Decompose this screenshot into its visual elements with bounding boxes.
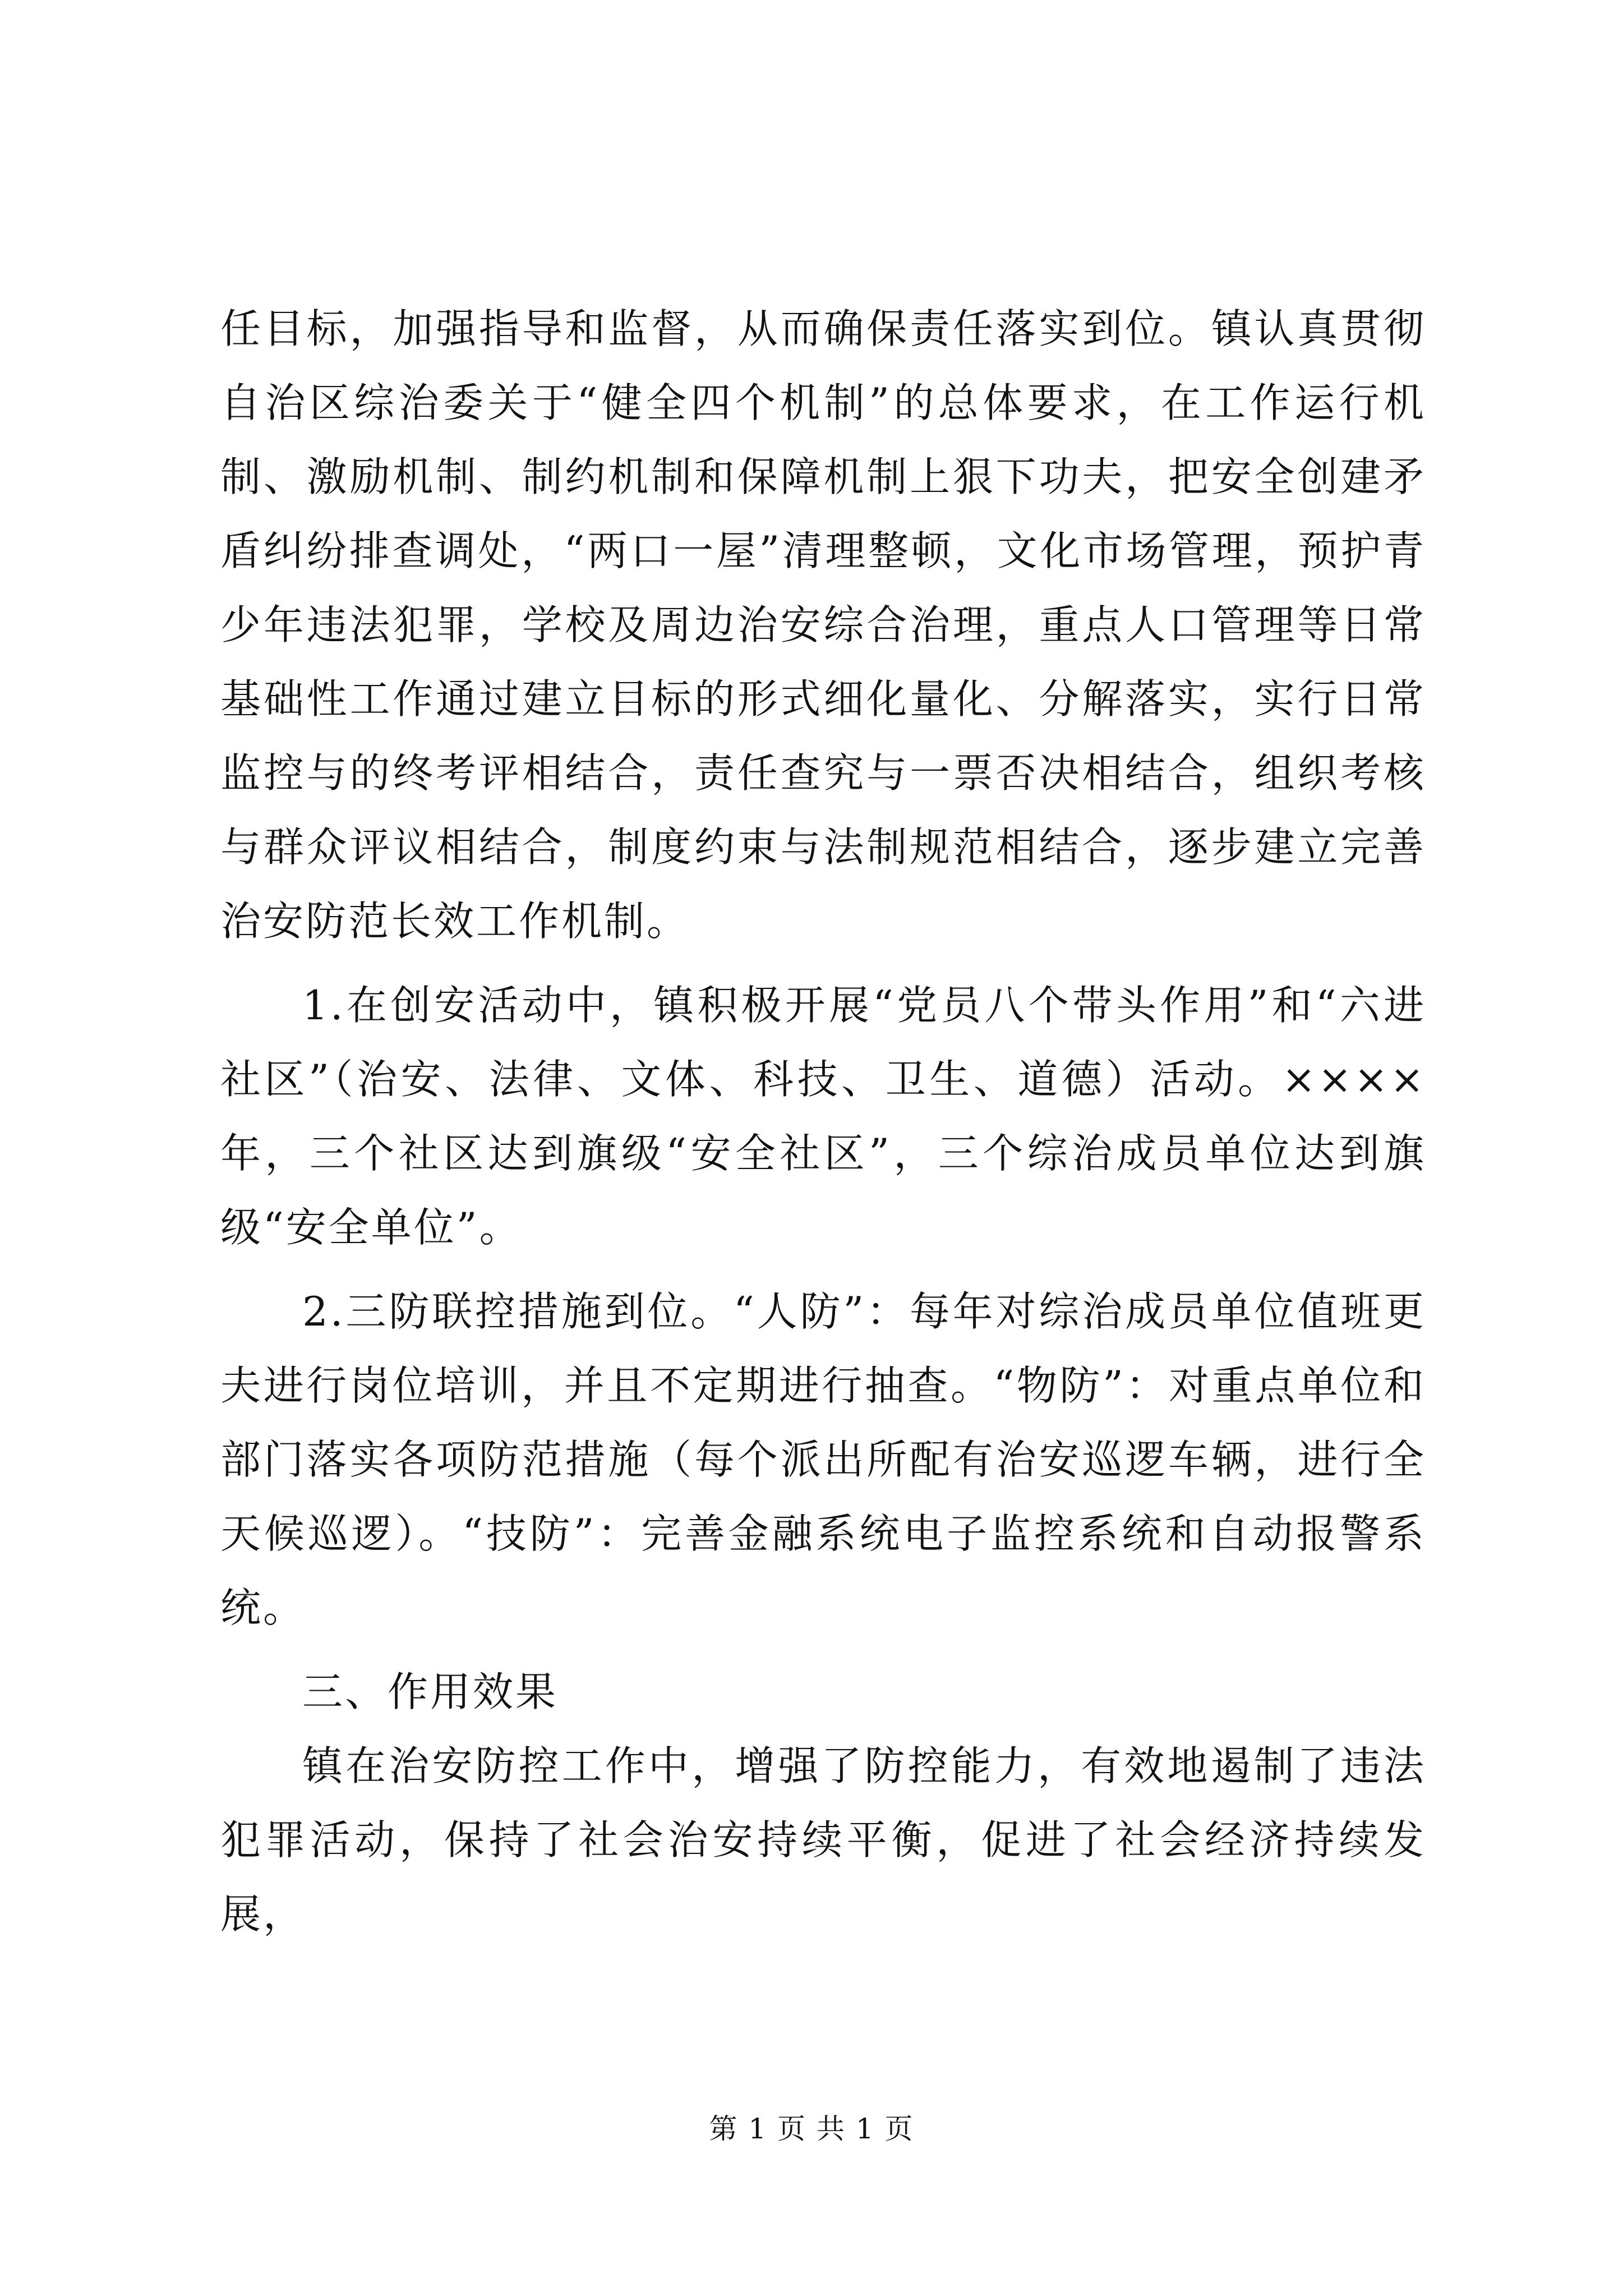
paragraph-item-1: 1.在创安活动中，镇积极开展“党员八个带头作用”和“六进社区”（治安、法律、文体、科技、卫生、道德）活动。××××年，三个社区达到旗级“安全社区”，三个综治成员单位达到旗级“安全单位”。: [220, 982, 1426, 1251]
paragraph-effects: 镇在治安防控工作中，增强了防控能力，有效地遏制了违法犯罪活动，保持了社会治安持续平衡，促进了社会经济持续发展，: [220, 1742, 1426, 1938]
section-heading: 三、作用效果: [302, 1668, 559, 1715]
page-footer: 第 1 页 共 1 页: [709, 2113, 914, 2145]
document-body: [220, 292, 1426, 1951]
paragraph-continued: 任目标，加强指导和监督，从而确保责任落实到位。镇认真贯彻自治区综治委关于“健全四个机制”的总体要求，在工作运行机制、激励机制、制约机制和保障机制上狠下功夫，把安全创建矛盾纠纷排查调处，“两口一屋”清理整顿，文化市场管理，预护青少年违法犯罪，学校及周边治安综合治理，重点人口管理等日常基础性工作通过建立目标的形式细化量化、分解落实，实行日常监控与的终考评相结合，责任查究与一票否决相结合，组织考核与群众评议相结合，制度约束与法制规范相结合，逐步建立完善治安防范长效工作机制。: [220, 305, 1426, 945]
paragraph-item-2: 2.三防联控措施到位。“人防”：每年对综治成员单位值班更夫进行岗位培训，并且不定期进行抽查。“物防”：对重点单位和部门落实各项防范措施（每个派出所配有治安巡逻车辆，进行全天候巡逻）。“技防”：完善金融系统电子监控系统和自动报警系统。: [220, 1288, 1426, 1631]
